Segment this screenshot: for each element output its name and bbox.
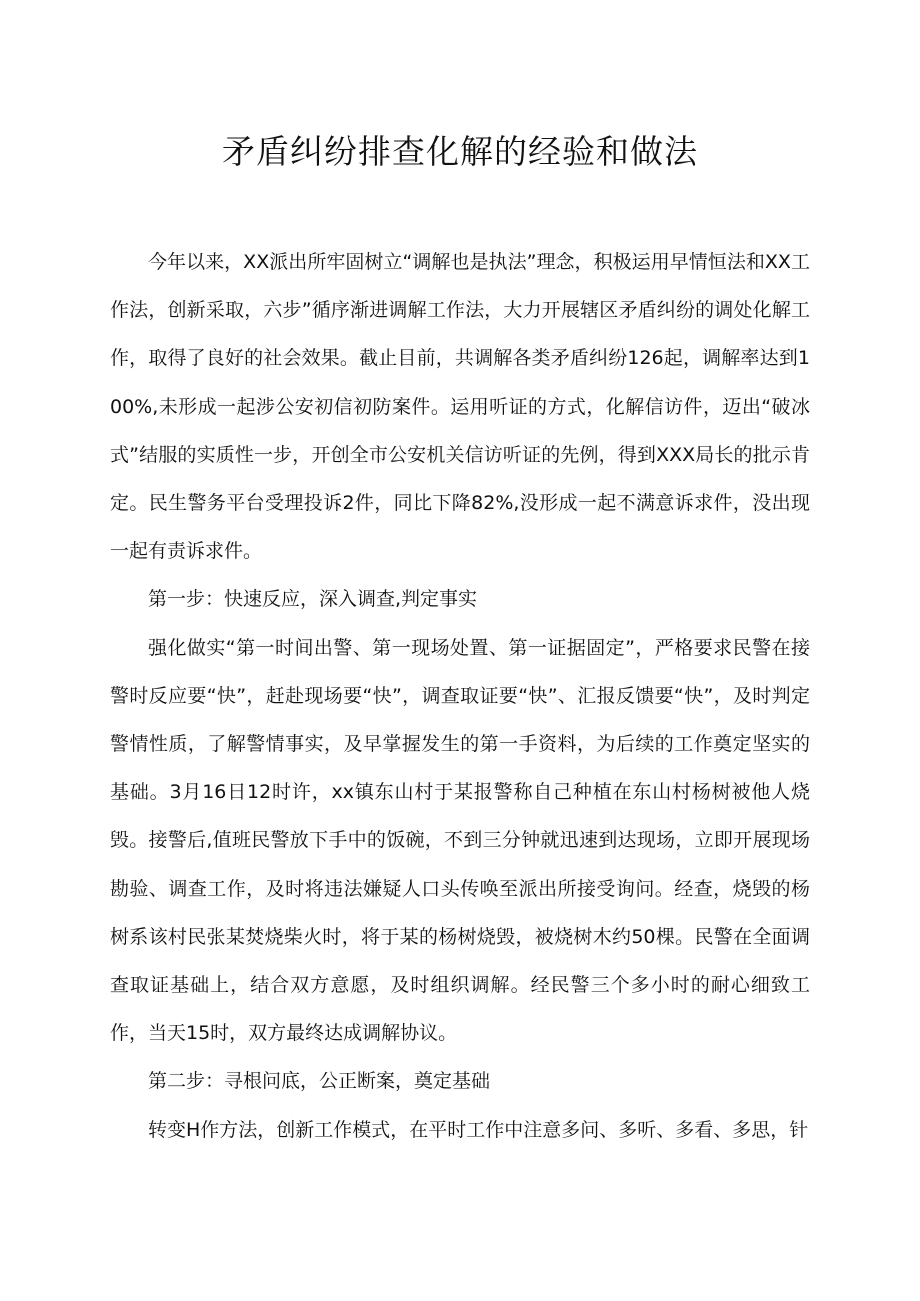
step1-heading: 第一步：快速反应，深入调查,判定事实 (148, 588, 478, 611)
document-title: 矛盾纠纷排查化解的经验和做法 (222, 132, 698, 171)
step2-heading: 第二步：寻根问底，公正断案，奠定基础 (148, 1070, 491, 1093)
document-body (110, 238, 810, 1154)
step2-paragraph: 转变H作方法，创新工作模式，在平时工作中注意多问、多听、多看、多思，针 (148, 1118, 809, 1141)
step1-paragraph: 强化做实“第一时间出警、第一现场处置、第一证据固定”，严格要求民警在接警时反应要“快”，赶赴现场要“快”，调查取证要“快”、汇报反馈要“快”，及时判定警情性质，了解警情事实，及早掌握发生的第一手资料，为后续的工作奠定坚实的基础。3月16日12时许，xx镇东山村于某报警称自己种植在东山村杨树被他人烧毁。接警后,值班民警放下手中的饭碗，不到三分钟就迅速到达现场，立即开展现场勘验、调查工作，及时将违法嫌疑人口头传唤至派出所接受询问。经查，烧毁的杨树系该村民张某焚烧柴火时，将于某的杨树烧毁，被烧树木约50棵。民警在全面调查取证基础上，结合双方意愿，及时组织调解。经民警三个多小时的耐心细致工作，当天15时，双方最终达成调解协议。 (110, 636, 810, 1045)
intro-paragraph: 今年以来，XX派出所牢固树立“调解也是执法”理念，积极运用早情恒法和XX工作法，创新采取，六步”循序渐进调解工作法，大力开展辖区矛盾纠纷的调处化解工作，取得了良好的社会效果。截止目前，共调解各类矛盾纠纷126起，调解率达到100%,未形成一起涉公安初信初防案件。运用听证的方式，化解信访件，迈出“破冰式”结服的实质性一步，开创全市公安机关信访听证的先例，得到XXX局长的批示肯定。民生警务平台受理投诉2件，同比下降82%,没形成一起不满意诉求件，没出现一起有责诉求件。 (110, 251, 810, 563)
